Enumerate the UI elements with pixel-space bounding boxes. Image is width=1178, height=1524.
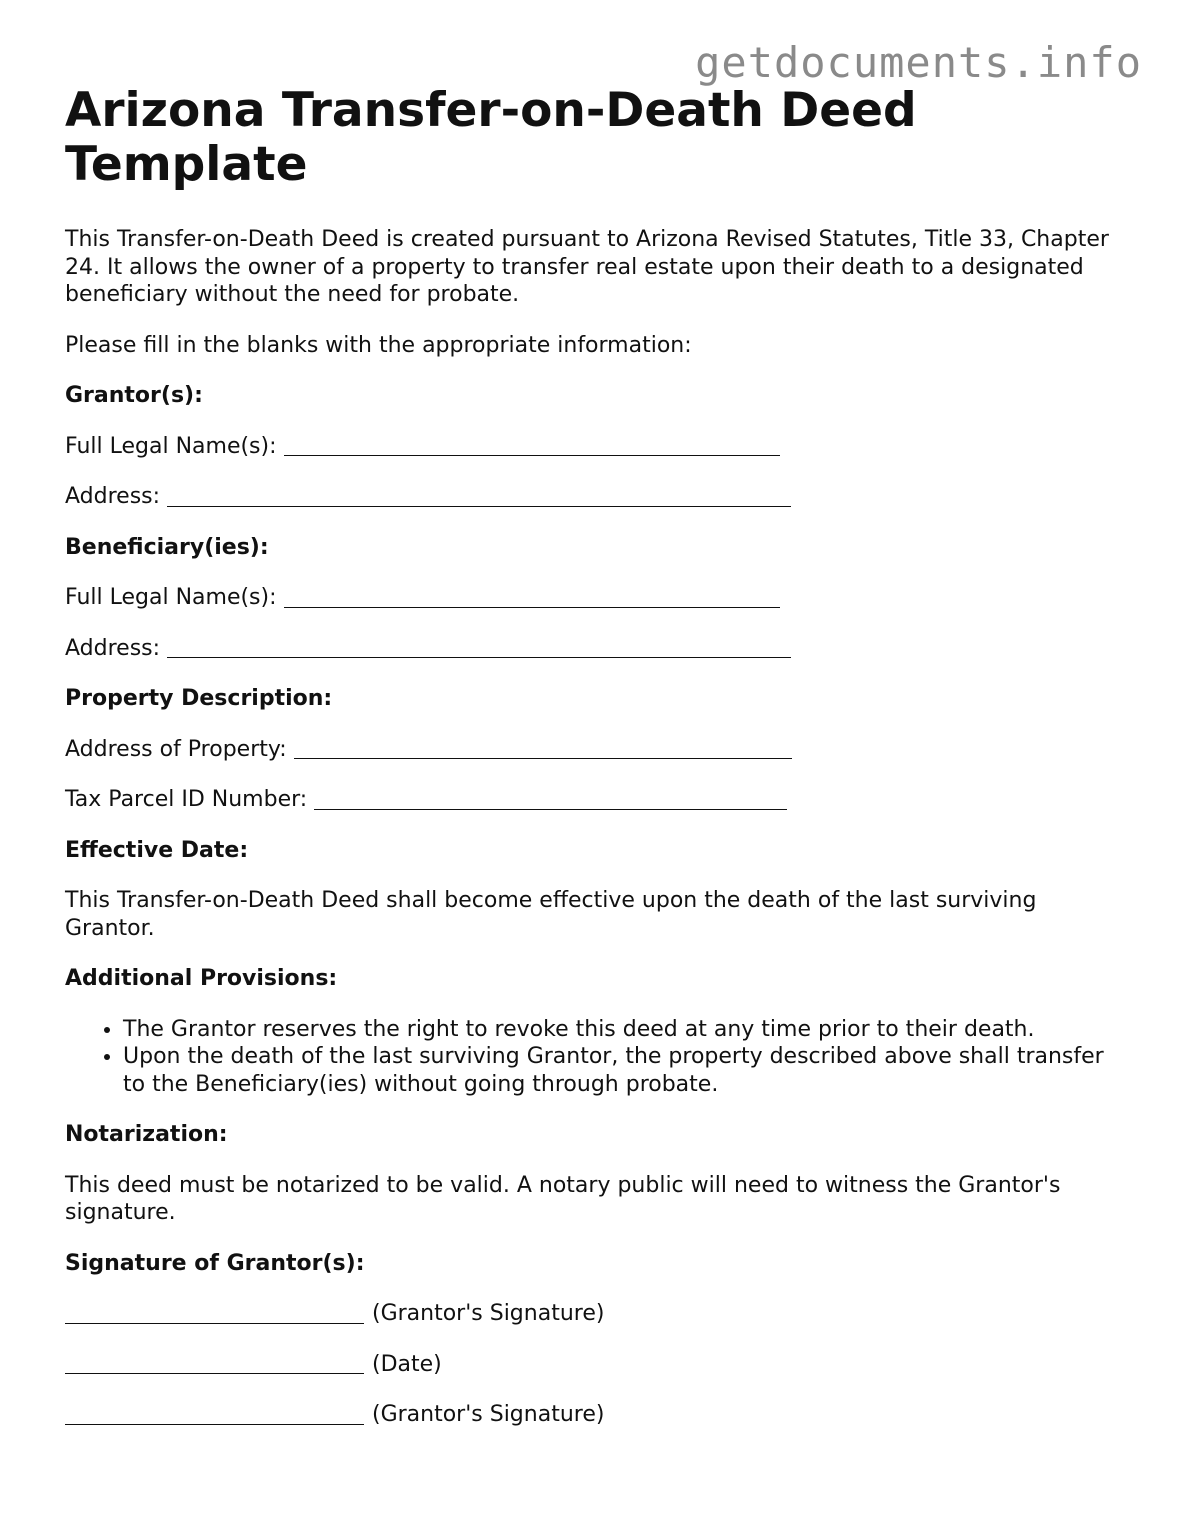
- date-blank[interactable]: [65, 1355, 364, 1374]
- property-address-blank[interactable]: [294, 740, 792, 759]
- intro-paragraph: This Transfer-on-Death Deed is created pursuant to Arizona Revised Statutes, Title 33, Chapter 24. It allows the owner of a property to transfer real estate upon their death to a designated beneficiary without the need for probate.: [65, 227, 1109, 307]
- effective-date-heading: Effective Date:: [65, 837, 249, 863]
- grantor-name-field: [65, 433, 1125, 461]
- grantor-heading: Grantor(s):: [65, 383, 203, 408]
- grantor-name-label: Full Legal Name(s):: [65, 433, 277, 459]
- parcel-id-label: Tax Parcel ID Number:: [65, 787, 308, 812]
- grantor-address-field: [65, 483, 1125, 511]
- signature-caption: (Grantor's Signature): [372, 1301, 605, 1326]
- list-item: • Upon the death of the last surviving Grantor, the property described above shall transfer to the Beneficiary(ies) without going through probate.: [123, 1043, 1125, 1098]
- provisions-list: [65, 1016, 1125, 1099]
- beneficiary-address-blank[interactable]: [167, 639, 791, 658]
- parcel-id-blank[interactable]: [314, 791, 787, 810]
- beneficiary-heading: Beneficiary(ies):: [65, 534, 269, 560]
- signature-caption: (Grantor's Signature): [372, 1402, 605, 1427]
- document-page: [65, 84, 1125, 1429]
- parcel-id-field: [65, 786, 1125, 814]
- beneficiary-name-field: [65, 584, 1125, 612]
- date-caption: (Date): [372, 1351, 442, 1377]
- signature-line-1: [65, 1300, 1125, 1328]
- beneficiary-address-field: [65, 635, 1125, 663]
- signature-heading: Signature of Grantor(s):: [65, 1250, 365, 1276]
- provisions-heading: Additional Provisions:: [65, 966, 338, 991]
- instruction-text: Please fill in the blanks with the appropriate information:: [65, 332, 692, 358]
- document-title: Arizona Transfer-on-Death Deed Template: [65, 83, 917, 192]
- list-item: • The Grantor reserves the right to revoke this deed at any time prior to their death.: [123, 1016, 1125, 1044]
- beneficiary-name-blank[interactable]: [284, 589, 780, 608]
- effective-date-text: This Transfer-on-Death Deed shall become effective upon the death of the last surviving Grantor.: [65, 888, 1037, 941]
- date-line: [65, 1351, 1125, 1379]
- beneficiary-name-label: Full Legal Name(s):: [65, 585, 277, 610]
- signature-blank[interactable]: [65, 1305, 364, 1324]
- notarization-text: This deed must be notarized to be valid. A notary public will need to witness the Grantor's signature.: [65, 1172, 1061, 1225]
- signature-line-2: [65, 1401, 1125, 1429]
- watermark: getdocuments.info: [695, 38, 1142, 87]
- property-address-field: [65, 736, 1125, 764]
- grantor-name-blank[interactable]: [284, 437, 780, 456]
- notarization-heading: Notarization:: [65, 1122, 228, 1147]
- grantor-address-label: Address:: [65, 484, 161, 509]
- property-heading: Property Description:: [65, 686, 333, 711]
- grantor-address-blank[interactable]: [167, 488, 791, 507]
- signature-blank[interactable]: [65, 1406, 364, 1425]
- beneficiary-address-label: Address:: [65, 635, 161, 661]
- property-address-label: Address of Property:: [65, 736, 287, 762]
